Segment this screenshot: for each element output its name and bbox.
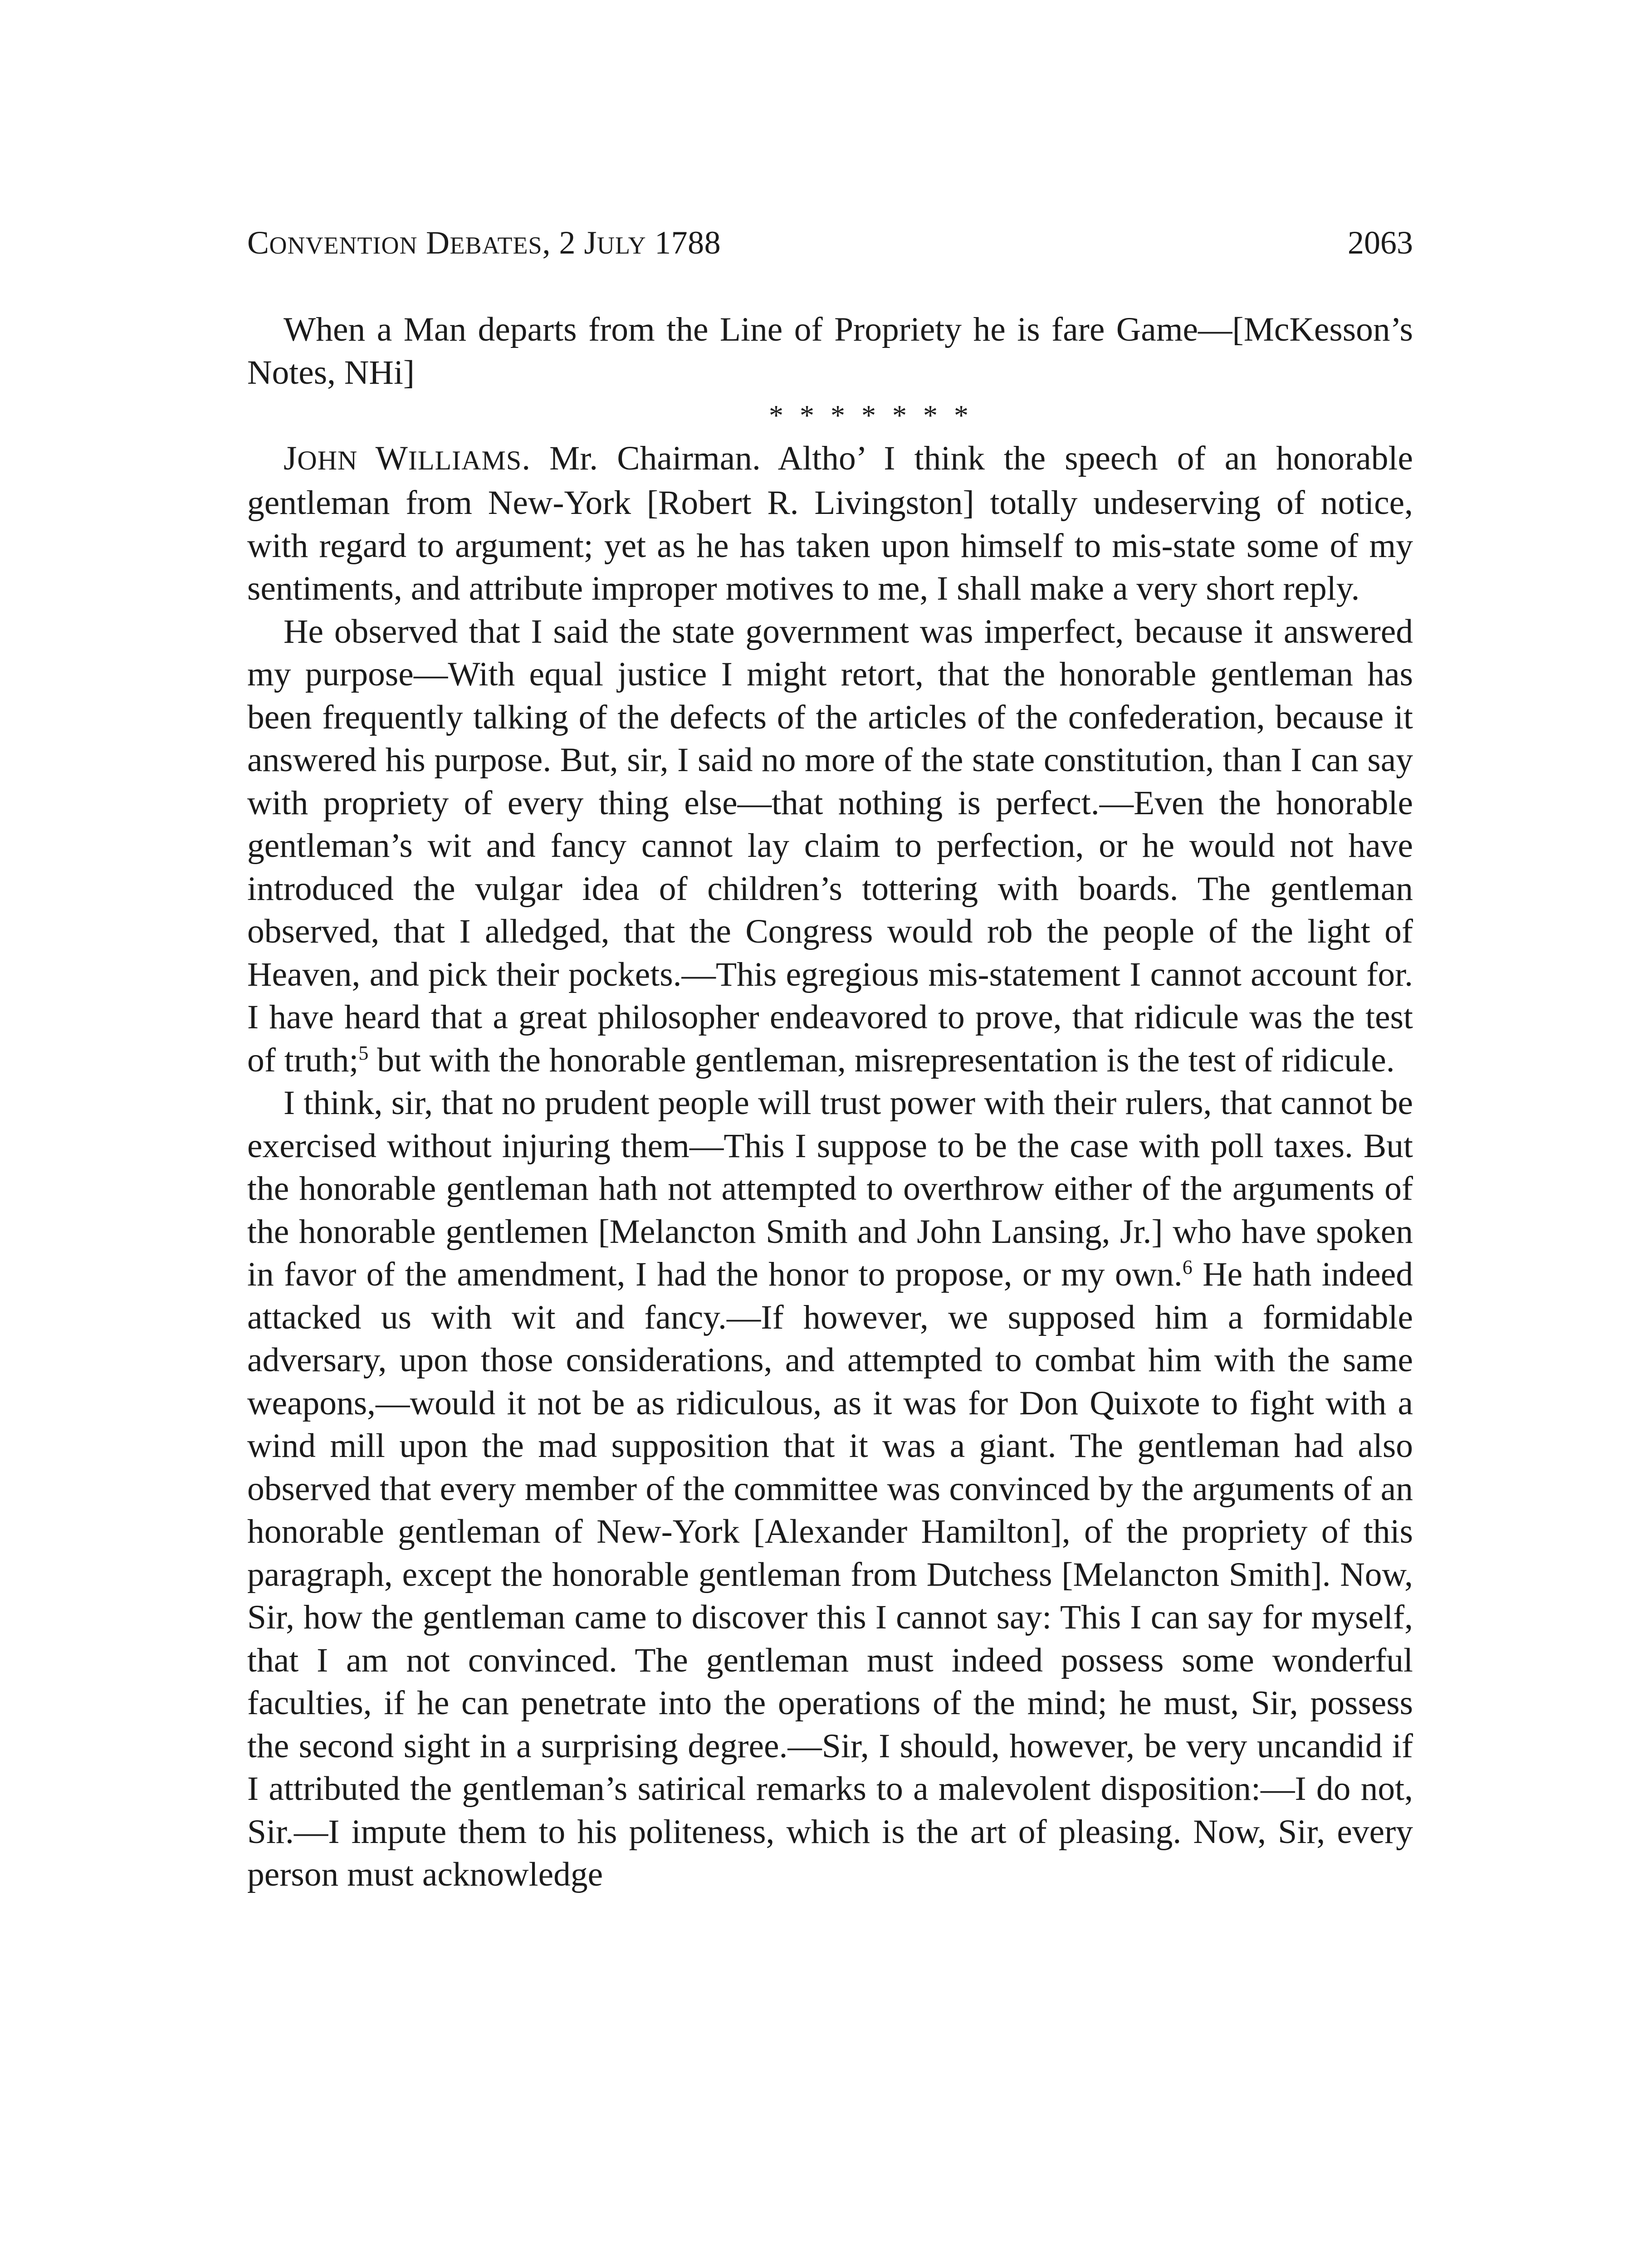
running-head-word: CONVENTION — [247, 225, 418, 261]
speaker-name: JOHN WILLIAMS — [284, 439, 522, 477]
page-number: 2063 — [1348, 225, 1413, 261]
running-head — [247, 218, 1413, 268]
running-head-month: JULY — [584, 225, 646, 261]
page-body — [247, 308, 1413, 1897]
section-separator: * * * * * * * — [769, 399, 973, 431]
speech-paragraph: He observed that I said the state government was imperfect, because it answered my purpose—With equal justice I might retort, that the honorable gentleman has been frequently talking of the defects of the articles of the confederation, because it answered his purpose. But, sir, I said no more of the state constitution, than I can say with propriety of every thing else—that nothing is perfect.—Even the honorable gentleman’s wit and fancy cannot lay claim to perfection, or he would not have introduced the vulgar idea of children’s tottering with boards. The gentleman observed, that I alledged, that the Congress would rob the people of the light of Heaven, and pick their pockets.—This egregious mis-statement I cannot account for. I have heard that a great philosopher endeavored to prove, that ridicule was the test of truth;$^5$ but with the honorable gentleman, misrepresentation is the test of ridicule. — [247, 612, 1413, 1079]
running-head-word: DEBATES — [425, 225, 543, 261]
source-note-paragraph: When a Man departs from the Line of Propriety he is fare Game—[McKesson’s Notes, NHi] — [247, 311, 1413, 391]
footnote-marker: 5 — [358, 1041, 369, 1064]
speech-paragraph: JOHN WILLIAMS. Mr. Chairman. Altho’ I think the speech of an honorable gentleman from New-York [Robert R. Livingston] totally undeserving of notice, with regard to argument; yet as he has taken upon himself to mis-state some of my sentiments, and attribute improper motives to me, I shall make a very short reply. — [247, 439, 1413, 607]
running-head-title: CONVENTION DEBATES, 2 JULY 1788 — [247, 225, 721, 261]
footnote-marker: 6 — [1182, 1256, 1193, 1278]
speech-paragraph: I think, sir, that no prudent people will trust power with their rulers, that cannot be exercised without injuring them—This I suppose to be the case with poll taxes. But the honorable gentleman hath not attempted to overthrow either of the arguments of the honorable gentlemen [Melancton Smith and John Lansing, Jr.] who have spoken in favor of the amendment, I had the honor to propose, or my own.$^6$ He hath indeed attacked us with wit and fancy.—If however, we supposed him a formidable adversary, upon those considerations, and attempted to combat him with the same weapons,—would it not be as ridiculous, as it was for Don Quixote to fight with a wind mill upon the mad supposition that it was a giant. The gentleman had also observed that every member of the committee was convinced by the arguments of an honorable gentleman of New-York [Alexander Hamilton], of the propriety of this paragraph, except the honorable gentleman from Dutchess [Melancton Smith]. Now, Sir, how the gentleman came to discover this I cannot say: This I can say for myself, that I am not convinced. The gentleman must indeed possess some wonderful faculties, if he can penetrate into the operations of the mind; he must, Sir, possess the second sight in a surprising degree.—Sir, I should, however, be very uncandid if I attributed the gentleman’s satirical remarks to a malevolent disposition:—I do not, Sir.—I impute them to his politeness, which is the art of pleasing. Now, Sir, every person must acknowledge — [247, 1084, 1413, 1893]
